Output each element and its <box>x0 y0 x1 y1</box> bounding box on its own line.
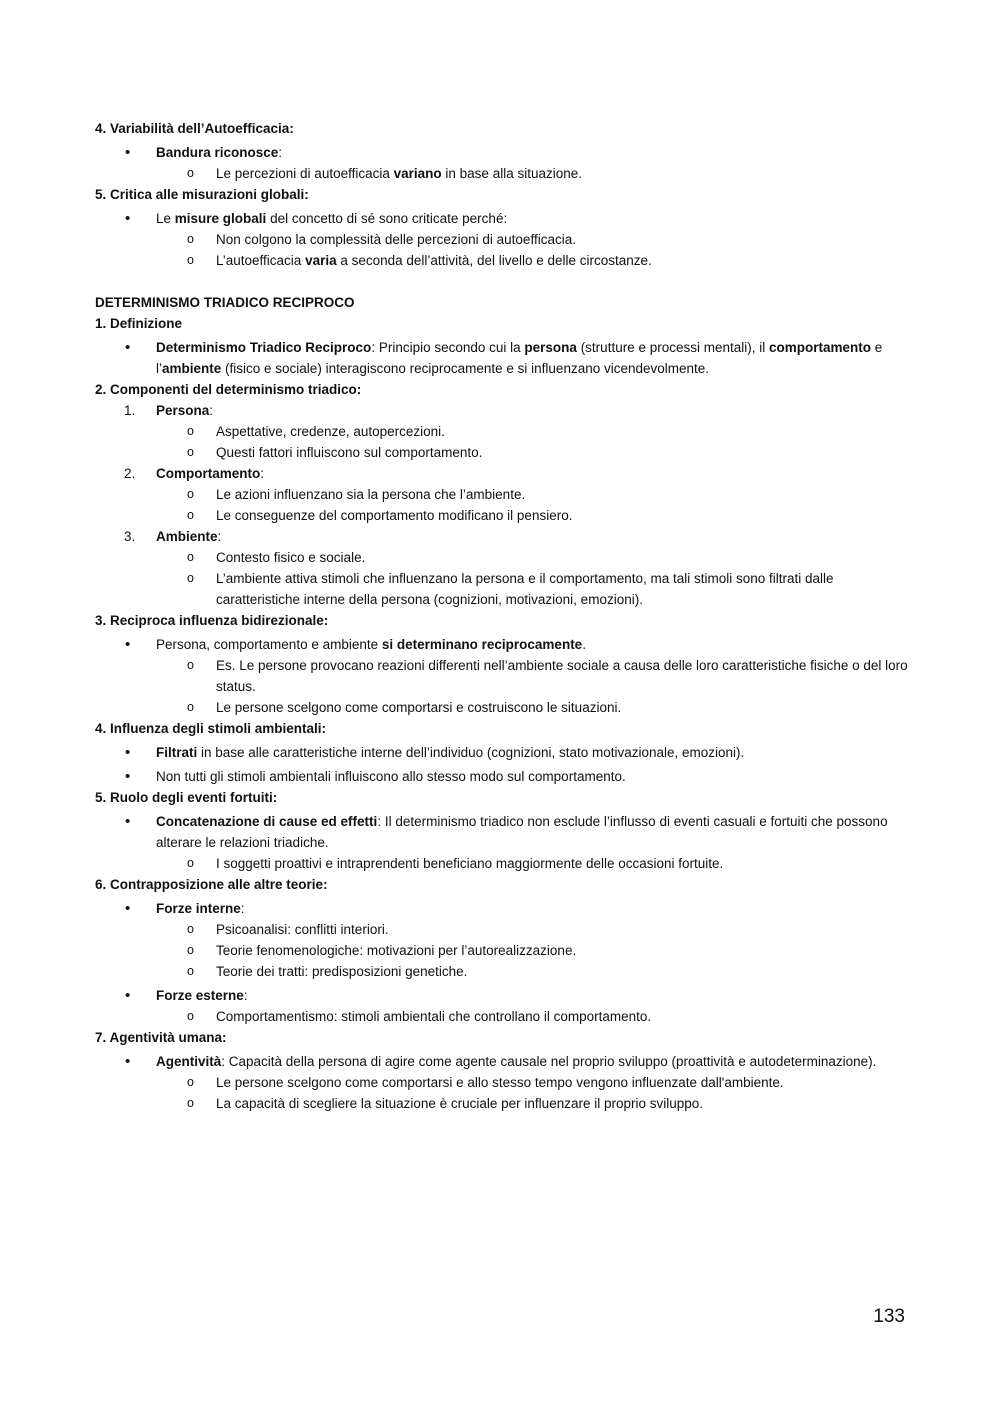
bold-text: persona <box>524 340 577 355</box>
list-number: 2. <box>124 466 136 481</box>
text-span: Le percezioni di autoefficacia <box>216 166 394 181</box>
bold-text: Concatenazione di cause ed effetti <box>156 814 378 829</box>
text-span: L’autoefficacia <box>216 253 306 268</box>
bullet-item <box>95 811 910 853</box>
bold-text: Agentività <box>156 1054 222 1069</box>
bold-text: variano <box>393 166 442 181</box>
section-heading <box>95 292 910 313</box>
blank-line <box>95 271 910 292</box>
text-span: a seconda dell’attività, del livello e delle circostanze. <box>336 253 652 268</box>
sub-bullet-item <box>95 250 910 271</box>
sub-bullet-item <box>95 919 910 940</box>
text-span: Non tutti gli stimoli ambientali influiscono allo stesso modo sul comportamento. <box>156 769 626 784</box>
bold-text: Persona <box>156 403 210 418</box>
text-span: (strutture e processi mentali), il <box>576 340 769 355</box>
bullet-item <box>95 898 910 919</box>
sub-bullet-item <box>95 442 910 463</box>
bullet-item <box>95 985 910 1006</box>
text-span: Comportamentismo: stimoli ambientali che controllano il comportamento. <box>216 1009 652 1024</box>
sub-bullet-item <box>95 421 910 442</box>
numbered-item <box>95 526 910 547</box>
bullet-item <box>95 337 910 379</box>
sub-bullet-item <box>95 940 910 961</box>
list-number: 1. <box>124 403 136 418</box>
sub-bullet-item <box>95 229 910 250</box>
text-span: Psicoanalisi: conflitti interiori. <box>216 922 389 937</box>
bold-text: Forze interne <box>156 901 241 916</box>
bold-text: si determinano reciprocamente <box>381 637 583 652</box>
page-number: 133 <box>873 1306 905 1327</box>
text-span: in base alle caratteristiche interne dell’individuo (cognizioni, stato motivazionale, emozioni). <box>197 745 745 760</box>
bold-text: ambiente <box>162 361 222 376</box>
text-span: Non colgono la complessità delle percezioni di autoefficacia. <box>216 232 576 247</box>
text-span: Le persone scelgono come comportarsi e costruiscono le situazioni. <box>216 700 622 715</box>
bold-text: 4. Variabilità dell’Autoefficacia: <box>95 121 294 136</box>
bullet-item <box>95 634 910 655</box>
bold-text: 2. Componenti del determinismo triadico: <box>95 382 362 397</box>
text-span: Le <box>156 211 175 226</box>
sub-bullet-item <box>95 961 910 982</box>
bullet-item <box>95 766 910 787</box>
text-span: del concetto di sé sono criticate perché: <box>266 211 508 226</box>
text-span: Le conseguenze del comportamento modificano il pensiero. <box>216 508 573 523</box>
text-span: e l’ <box>156 340 887 376</box>
sub-bullet-item <box>95 568 910 610</box>
text-span: : Principio secondo cui la <box>371 340 525 355</box>
sub-bullet-item <box>95 853 910 874</box>
sub-bullet-item <box>95 1006 910 1027</box>
section-heading <box>95 313 910 334</box>
bold-text: varia <box>305 253 337 268</box>
sub-bullet-item <box>95 547 910 568</box>
bold-text: Ambiente <box>156 529 218 544</box>
document-body <box>95 118 910 1114</box>
bold-text: 7. Agentività umana: <box>95 1030 227 1045</box>
text-span: (fisico e sociale) interagiscono reciprocamente e si influenzano vicendevolmente. <box>221 361 710 376</box>
bold-text: Bandura riconosce <box>156 145 279 160</box>
text-span: : <box>243 988 248 1003</box>
text-span: : <box>209 403 214 418</box>
section-heading <box>95 610 910 631</box>
text-span: Persona, comportamento e ambiente <box>156 637 382 652</box>
bold-text: 4. Influenza degli stimoli ambientali: <box>95 721 327 736</box>
bold-text: 6. Contrapposizione alle altre teorie: <box>95 877 328 892</box>
text-span: Le persone scelgono come comportarsi e allo stesso tempo vengono influenzate dall'ambiente. <box>216 1075 784 1090</box>
bold-text: 1. Definizione <box>95 316 183 331</box>
text-span: : <box>240 901 245 916</box>
section-heading <box>95 874 910 895</box>
text-span: Contesto fisico e sociale. <box>216 550 366 565</box>
text-span: : <box>278 145 283 160</box>
bold-text: Determinismo Triadico Reciproco <box>156 340 372 355</box>
text-span: . <box>582 637 586 652</box>
text-span: Le azioni influenzano sia la persona che l’ambiente. <box>216 487 526 502</box>
text-span: : <box>260 466 265 481</box>
bullet-item <box>95 742 910 763</box>
text-span: Teorie dei tratti: predisposizioni genetiche. <box>216 964 468 979</box>
text-span: in base alla situazione. <box>441 166 582 181</box>
section-heading <box>95 787 910 808</box>
sub-bullet-item <box>95 505 910 526</box>
sub-bullet-item <box>95 1072 910 1093</box>
bold-text: 5. Ruolo degli eventi fortuiti: <box>95 790 278 805</box>
section-heading <box>95 118 910 139</box>
bold-text: 5. Critica alle misurazioni globali: <box>95 187 309 202</box>
text-span: Aspettative, credenze, autopercezioni. <box>216 424 445 439</box>
sub-bullet-item <box>95 1093 910 1114</box>
sub-bullet-item <box>95 697 910 718</box>
numbered-item <box>95 400 910 421</box>
text-span: : Capacità della persona di agire come agente causale nel proprio sviluppo (proattività e autodeterminazione). <box>221 1054 877 1069</box>
section-heading <box>95 718 910 739</box>
bold-text: Filtrati <box>156 745 198 760</box>
text-span: I soggetti proattivi e intraprendenti beneficiano maggiormente delle occasioni fortuite. <box>216 856 724 871</box>
bold-text: DETERMINISMO TRIADICO RECIPROCO <box>95 295 355 310</box>
sub-bullet-item <box>95 484 910 505</box>
list-number: 3. <box>124 529 136 544</box>
text-span: Es. Le persone provocano reazioni differenti nell’ambiente sociale a causa delle loro caratteristiche fisiche o del loro status. <box>216 658 912 694</box>
sub-bullet-item <box>95 655 910 697</box>
bold-text: Comportamento <box>156 466 261 481</box>
numbered-item <box>95 463 910 484</box>
section-heading <box>95 184 910 205</box>
bullet-item <box>95 208 910 229</box>
text-span: : Il determinismo triadico non esclude l’influsso di eventi casuali e fortuiti che possono alterare le relazioni triadiche. <box>156 814 892 850</box>
bold-text: misure globali <box>174 211 267 226</box>
sub-bullet-item <box>95 163 910 184</box>
text-span: L’ambiente attiva stimoli che influenzano la persona e il comportamento, ma tali stimoli sono filtrati dalle caratteristiche interne della persona (cognizioni, motivazioni, emozioni). <box>216 571 838 607</box>
bold-text: Forze esterne <box>156 988 244 1003</box>
bullet-item <box>95 1051 910 1072</box>
bold-text: comportamento <box>769 340 872 355</box>
text-span: : <box>217 529 222 544</box>
section-heading <box>95 1027 910 1048</box>
text-span: Teorie fenomenologiche: motivazioni per l’autorealizzazione. <box>216 943 577 958</box>
text-span: La capacità di scegliere la situazione è cruciale per influenzare il proprio sviluppo. <box>216 1096 704 1111</box>
section-heading <box>95 379 910 400</box>
bullet-item <box>95 142 910 163</box>
text-span: Questi fattori influiscono sul comportamento. <box>216 445 483 460</box>
bold-text: 3. Reciproca influenza bidirezionale: <box>95 613 329 628</box>
